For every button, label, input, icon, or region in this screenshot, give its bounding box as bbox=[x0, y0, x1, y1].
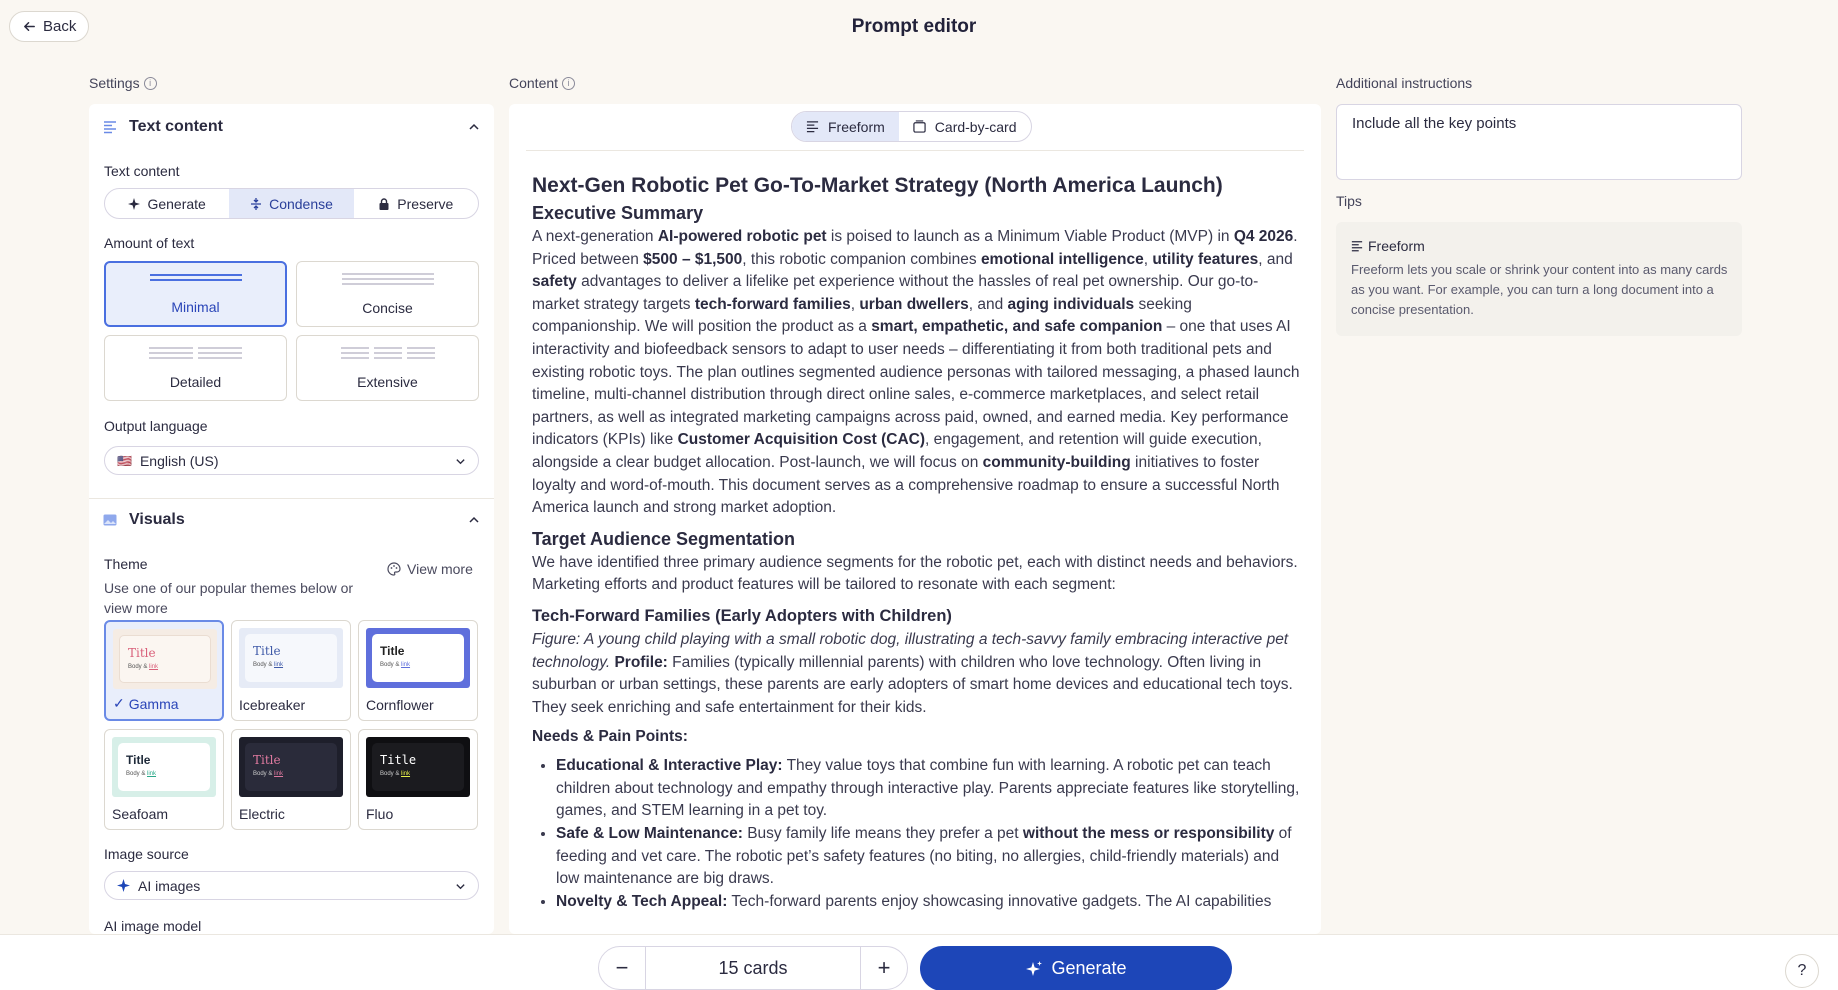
preview-body bbox=[253, 771, 283, 777]
image-source-value: AI images bbox=[138, 877, 201, 894]
palette-icon bbox=[387, 562, 401, 576]
preview-body bbox=[380, 771, 410, 777]
theme-preview bbox=[113, 629, 217, 689]
preview-title: Title bbox=[380, 644, 405, 658]
theme-icebreaker-name: Icebreaker bbox=[239, 697, 306, 713]
card-by-card-tab-label: Card-by-card bbox=[934, 118, 1017, 135]
minimal-lines-icon bbox=[106, 274, 285, 281]
increment-button[interactable]: + bbox=[877, 955, 891, 980]
flag-icon: 🇺🇸 bbox=[117, 453, 132, 468]
content-divider bbox=[526, 150, 1304, 151]
image-source-label: Image source bbox=[104, 846, 189, 862]
concise-lines-icon bbox=[297, 273, 478, 285]
language-label: Output language bbox=[104, 418, 208, 434]
cards-icon bbox=[913, 120, 926, 133]
theme-cornflower[interactable] bbox=[358, 620, 478, 721]
detailed-lines-icon bbox=[105, 347, 286, 359]
extensive-lines-icon bbox=[297, 347, 478, 359]
preview-body-text: Body & bbox=[253, 662, 275, 668]
amount-concise-label: Concise bbox=[362, 300, 413, 316]
sparkle-icon bbox=[117, 879, 130, 892]
theme-preview bbox=[239, 737, 343, 797]
text-content-section-header[interactable] bbox=[89, 104, 494, 150]
card-count-stepper bbox=[598, 946, 908, 990]
text-mode-selector bbox=[104, 188, 479, 219]
preview-link: link bbox=[401, 771, 411, 777]
segmentation-paragraph: We have identified three primary audience segments for the robotic pet, each with distinct needs and behaviors. Marketing efforts and product features will be tailored to resonate with each segment: bbox=[532, 553, 1298, 594]
preview-title: Title bbox=[126, 753, 151, 767]
sparkle-icon bbox=[1025, 960, 1043, 978]
preview-title: Title bbox=[253, 644, 281, 658]
amount-detailed-option[interactable] bbox=[104, 335, 287, 401]
chevron-up-icon[interactable] bbox=[468, 121, 480, 133]
list-item: • Educational & Interactive Play: They value toys that combine fun with learning. A robotic pet can teach children about technology and empathy through interactive play. Parents appreciate features like storytelling, games, and STEM learning in a pet toy. bbox=[556, 755, 1302, 823]
preview-body-text: Body & bbox=[380, 771, 402, 777]
preview-title: Title bbox=[380, 753, 417, 767]
amount-concise-option[interactable] bbox=[296, 261, 479, 327]
mode-generate-label: Generate bbox=[147, 195, 206, 212]
condense-icon bbox=[250, 198, 262, 210]
content-heading-label: Content bbox=[509, 75, 559, 91]
theme-fluo[interactable] bbox=[358, 729, 478, 830]
preview-title: Title bbox=[128, 646, 156, 660]
settings-panel bbox=[89, 104, 494, 934]
content-panel bbox=[509, 104, 1321, 934]
settings-heading bbox=[89, 75, 157, 91]
language-select[interactable] bbox=[104, 446, 479, 475]
sparkle-icon bbox=[128, 198, 140, 210]
text-align-icon bbox=[806, 120, 819, 133]
theme-label: Theme bbox=[104, 556, 148, 572]
generate-button[interactable] bbox=[920, 946, 1232, 990]
additional-instructions-input[interactable]: Include all the key points bbox=[1336, 104, 1742, 180]
tip-title bbox=[1351, 238, 1425, 254]
image-icon bbox=[103, 513, 117, 527]
tip-title-label: Freeform bbox=[1368, 238, 1425, 254]
content-mode-toggle bbox=[791, 111, 1032, 142]
theme-preview bbox=[112, 737, 216, 797]
amount-extensive-label: Extensive bbox=[357, 374, 418, 390]
text-content-label: Text content bbox=[104, 163, 180, 179]
amount-detailed-label: Detailed bbox=[169, 374, 222, 390]
theme-preview bbox=[239, 628, 343, 688]
bottom-bar bbox=[0, 934, 1838, 990]
view-more-label: View more bbox=[407, 561, 473, 577]
tip-body: Freeform lets you scale or shrink your content into as many cards as you want. For example, you can turn a long document into a concise presentation. bbox=[1351, 262, 1728, 317]
help-button[interactable]: ? bbox=[1785, 954, 1819, 988]
preview-body-text: Body & bbox=[380, 662, 402, 668]
preview-title: Title bbox=[253, 753, 281, 767]
preview-body bbox=[253, 662, 283, 668]
theme-electric[interactable] bbox=[231, 729, 351, 830]
mode-generate-button[interactable] bbox=[105, 189, 229, 218]
settings-heading-label: Settings bbox=[89, 75, 140, 91]
preview-body-text: Body & bbox=[253, 771, 275, 777]
families-paragraph: Figure: A young child playing with a small robotic dog, illustrating a tech-savvy family embracing interactive pet technology. Profile: Families (typically millennial parents) with children who love technology. Often living in suburban or urban settings, these parents are early adopters of smart home devices and educational tech toys. They seek enriching and safe entertainment for their kids. bbox=[532, 630, 1293, 716]
needs-list bbox=[532, 755, 1302, 913]
check-icon: ✓ bbox=[113, 695, 125, 711]
amount-minimal-option[interactable] bbox=[104, 261, 287, 327]
preview-body-text: Body & bbox=[128, 664, 150, 670]
mode-condense-label: Condense bbox=[269, 195, 333, 212]
image-source-select[interactable] bbox=[104, 871, 479, 900]
exec-summary-paragraph: A next-generation AI-powered robotic pet is poised to launch as a Minimum Viable Product (MVP) in Q4 2026. Priced between $500 – $1,500, this robotic companion combines emotional intelligence, utility features, and safety advantages to deliver a lifelike pet experience without the hassles of real pet ownership. Our go-to-market strategy targets tech-forward families, urban dwellers, and aging individuals seeking companionship. We will position the product as a smart, empathetic, and safe companion – one that uses AI interactivity and biofeedback sensors to adapt to user needs – differentiating it from both traditional pets and existing robotic toys. The plan outlines segmented audience personas with tailored messaging, a phased launch timeline, multi-channel distribution through direct online sales, e-commerce marketplaces, and select retail partners, as well as integrated marketing campaigns across paid, owned, and earned media. Key performance indicators (KPIs) like Customer Acquisition Cost (CAC), engagement, and retention will guide execution, alongside a clear budget allocation. Post-launch, we will focus on community-building initiatives to foster loyalty and word-of-mouth. This document serves as a comprehensive roadmap to ensure a successful North America launch and strong market adoption. bbox=[532, 228, 1300, 517]
back-label: Back bbox=[43, 18, 77, 35]
needs-heading: Needs & Pain Points: bbox=[532, 728, 688, 746]
theme-seafoam-name: Seafoam bbox=[112, 806, 169, 822]
theme-preview bbox=[366, 737, 470, 797]
preview-body bbox=[126, 771, 156, 777]
list-item: • Novelty & Tech Appeal: Tech-forward parents enjoy showcasing innovative gadgets. The AI capabilities bbox=[556, 891, 1302, 914]
theme-seafoam[interactable] bbox=[104, 729, 224, 830]
chevron-up-icon[interactable] bbox=[468, 514, 480, 526]
theme-gamma[interactable] bbox=[104, 620, 224, 721]
preview-body bbox=[128, 664, 158, 670]
mode-condense-button[interactable] bbox=[229, 189, 353, 218]
info-icon[interactable]: i bbox=[144, 77, 157, 90]
theme-preview bbox=[366, 628, 470, 688]
generate-label: Generate bbox=[1051, 958, 1127, 978]
mode-preserve-label: Preserve bbox=[397, 195, 454, 212]
instructions-heading: Additional instructions bbox=[1336, 75, 1473, 91]
language-value: English (US) bbox=[139, 452, 219, 469]
theme-icebreaker[interactable] bbox=[231, 620, 351, 721]
preview-link: link bbox=[147, 771, 157, 777]
chevron-down-icon bbox=[455, 881, 466, 892]
tips-card bbox=[1336, 222, 1742, 336]
visuals-section-header[interactable] bbox=[89, 497, 494, 543]
theme-description: Use one of our popular themes below or view more bbox=[104, 580, 354, 616]
chevron-down-icon bbox=[455, 456, 466, 467]
theme-gamma-label: Gamma bbox=[128, 695, 179, 712]
preview-body bbox=[380, 662, 410, 668]
theme-gamma-name bbox=[113, 695, 179, 712]
amount-label: Amount of text bbox=[104, 235, 195, 251]
card-by-card-tab[interactable] bbox=[899, 112, 1031, 141]
info-icon[interactable]: i bbox=[562, 77, 575, 90]
decrement-button[interactable]: − bbox=[615, 955, 629, 980]
mode-preserve-button[interactable] bbox=[354, 189, 478, 218]
doc-title: Next-Gen Robotic Pet Go-To-Market Strategy (North America Launch) bbox=[532, 174, 1223, 197]
lock-icon bbox=[378, 198, 390, 210]
preview-link: link bbox=[149, 664, 159, 670]
exec-summary-heading: Executive Summary bbox=[532, 203, 704, 223]
theme-cornflower-name: Cornflower bbox=[366, 697, 434, 713]
text-align-icon bbox=[1351, 240, 1363, 252]
amount-minimal-label: Minimal bbox=[171, 299, 220, 315]
view-more-button[interactable] bbox=[387, 561, 473, 577]
freeform-tab-label: Freeform bbox=[828, 118, 885, 135]
families-heading: Tech-Forward Families (Early Adopters with Children) bbox=[532, 606, 952, 625]
amount-extensive-option[interactable] bbox=[296, 335, 479, 401]
segmentation-heading: Target Audience Segmentation bbox=[532, 528, 796, 549]
top-bar bbox=[0, 0, 1838, 56]
tips-heading: Tips bbox=[1336, 193, 1362, 209]
preview-link: link bbox=[401, 662, 411, 668]
image-model-label: AI image model bbox=[104, 918, 202, 934]
card-count-value[interactable]: 15 cards bbox=[645, 946, 861, 990]
visuals-section-title: Visuals bbox=[129, 511, 185, 528]
theme-fluo-name: Fluo bbox=[366, 806, 394, 822]
theme-electric-name: Electric bbox=[239, 806, 285, 822]
list-item: • Safe & Low Maintenance: Busy family life means they prefer a pet without the mess or responsibility of feeding and vet care. The robotic pet’s safety features (no biting, no allergies, child-friendly materials) and low maintenance are big draws. bbox=[556, 823, 1302, 891]
content-heading bbox=[509, 75, 575, 91]
preview-body-text: Body & bbox=[126, 771, 148, 777]
preview-link: link bbox=[274, 662, 284, 668]
document-editor[interactable] bbox=[532, 172, 1302, 913]
page-title: Prompt editor bbox=[851, 16, 977, 37]
freeform-tab[interactable] bbox=[792, 112, 899, 141]
text-align-icon bbox=[103, 120, 117, 134]
text-content-section-title: Text content bbox=[129, 118, 223, 135]
preview-link: link bbox=[274, 771, 284, 777]
